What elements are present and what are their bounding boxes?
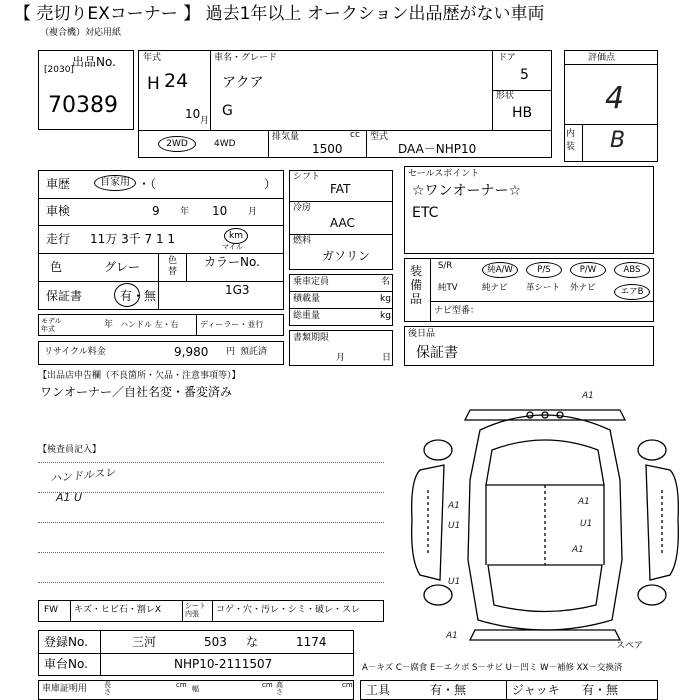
registration-no: 1174: [296, 635, 327, 649]
model-year-unit: 年: [104, 320, 114, 330]
year-month-unit: 月: [200, 116, 210, 126]
shape-value: HB: [512, 105, 533, 121]
inspection-month-unit: 月: [248, 207, 258, 217]
form-subnote: （複合機）対応用紙: [40, 28, 122, 38]
tools-value: 有・無: [430, 683, 467, 697]
equipment-label: 装備品: [410, 264, 423, 306]
chassis-label: 車台No.: [44, 657, 88, 671]
inspection-year-unit: 年: [180, 207, 190, 217]
year-era: H: [147, 74, 160, 94]
car-grade: G: [222, 103, 233, 119]
inspector-label: 【検査員記入】: [38, 445, 102, 455]
dealer-field: ディーラー・並行: [200, 320, 264, 329]
warranty-value: 有・無: [120, 289, 157, 303]
doors-label: ドア: [498, 53, 516, 63]
mileage-unit2: マイル: [222, 243, 243, 251]
shift-label: シフト: [293, 172, 321, 182]
garage-width-unit: cm: [262, 681, 273, 689]
score-label: 評価点: [588, 53, 616, 63]
gross-unit: kg: [380, 311, 391, 321]
equipment-item: 純TV: [438, 283, 458, 293]
damage-mark-6: A1: [572, 545, 584, 555]
registration-num: 503: [204, 635, 227, 649]
expiry-unit2: 日: [382, 353, 392, 363]
history-rest: ・（ ）: [138, 177, 277, 191]
equipment-item: エアB: [614, 284, 650, 300]
drive-4wd: 4WD: [214, 139, 236, 149]
ac-label: 冷房: [293, 203, 312, 213]
load-unit: kg: [380, 294, 391, 304]
displacement-value: 1500: [312, 142, 343, 156]
inspector-area: [38, 444, 384, 594]
warranty-circle: [114, 283, 140, 307]
damage-mark-1: A1: [582, 391, 594, 401]
equipment-item: 純ナビ: [482, 283, 508, 293]
damage-legend: A－キズ C－腐食 E－エクボ S－サビ U－凹ミ W－補修 XX－交換済: [362, 663, 623, 673]
inspection-label: 車検: [46, 204, 71, 218]
sales-line2: ETC: [412, 205, 439, 221]
equipment-item: P/W: [570, 262, 606, 278]
equipment-item: 革シート: [526, 283, 561, 293]
lot-label: 出品No.: [72, 55, 116, 69]
displacement-label: 排気量: [272, 132, 300, 142]
garage-length: 長さ: [104, 681, 111, 696]
sales-point-box: [404, 166, 654, 254]
mileage-unit: km: [224, 228, 248, 244]
damage-mark-2: A1: [448, 501, 460, 511]
garage-width: 幅: [192, 685, 199, 693]
equipment-item: ABS: [614, 262, 650, 278]
lot-number: 70389: [48, 93, 118, 118]
recycle-label: リサイクル料金: [44, 347, 106, 357]
jack-label: ジャッキ: [512, 683, 560, 697]
tools-label: 工具: [366, 683, 391, 697]
damage-mark-3: U1: [448, 521, 461, 531]
expiry-label: 書類期限: [293, 333, 330, 343]
color-label: 色: [50, 260, 63, 274]
fuel-value: ガソリン: [322, 249, 371, 263]
color-code: 1G3: [225, 283, 250, 297]
expiry-unit: 月: [336, 353, 346, 363]
mileage-value: 11万 3千 7 1 1: [90, 232, 176, 246]
model-value: DAA－NHP10: [398, 142, 477, 156]
gross-label: 総重量: [293, 311, 321, 321]
year-value: 24: [164, 70, 189, 92]
inspection-year: 9: [152, 204, 160, 218]
registration-area: 三河: [132, 635, 157, 649]
later-value: 保証書: [416, 345, 458, 361]
navi-model-label: ナビ型番：: [434, 306, 480, 316]
seller-note: ワンオーナー／自社名変・番変済み: [40, 385, 233, 399]
load-label: 積載量: [293, 294, 321, 304]
inspector-note-2: A1 U: [56, 491, 83, 504]
name-label: 車名・グレード: [214, 53, 278, 63]
car-name: アクア: [222, 75, 264, 91]
displacement-unit: cc: [350, 130, 360, 140]
doors-value: 5: [520, 67, 529, 83]
shift-value: FAT: [330, 182, 351, 196]
sales-label: セールスポイント: [408, 169, 480, 179]
inspection-month: 10: [212, 204, 228, 218]
drive-2wd: 2WD: [158, 136, 196, 152]
recycle-unit: 円: [226, 347, 236, 357]
chassis-value: NHP10-2111507: [174, 657, 273, 671]
color-code-label: カラーNo.: [204, 255, 260, 269]
top-info-box: [138, 50, 552, 158]
shape-label: 形状: [496, 91, 515, 101]
color-value: グレー: [104, 260, 141, 274]
registration-label: 登録No.: [44, 635, 88, 649]
registration-kana: な: [246, 635, 259, 649]
garage-cert-label: 車庫証明用: [42, 684, 88, 694]
damage-mark-4: A1: [578, 497, 590, 507]
damage-list-2: コゲ・穴・汚レ・シミ・破レ・スレ: [216, 605, 361, 615]
equipment-item: 外ナビ: [570, 283, 596, 293]
equipment-item: S/R: [438, 261, 453, 271]
year-month: 10: [185, 107, 201, 121]
damage-mark-5: U1: [580, 519, 593, 529]
damage-list-1: キズ・ヒビ石・割レX: [74, 605, 161, 615]
garage-height: 高さ: [276, 681, 283, 696]
handle-field: ハンドル 左・右: [120, 320, 179, 329]
model-label: 型式: [370, 132, 389, 142]
later-label: 後日品: [408, 329, 436, 339]
page-title: 【 売切りEXコーナー 】 過去1年以上 オークション出品歴がない車両: [14, 4, 545, 24]
equipment-item: 純A/W: [482, 262, 518, 278]
damage-seat: シート内張: [185, 602, 206, 618]
damage-mark-8: U1: [448, 577, 461, 587]
history-value: 自家用: [94, 175, 136, 191]
interior-value: B: [610, 128, 626, 153]
inspector-note-1: ハンドルスレ: [49, 465, 117, 486]
spare-label: スペア: [616, 641, 644, 651]
jack-value: 有・無: [582, 683, 619, 697]
capacity-label: 乗車定員: [293, 277, 330, 287]
garage-height-unit: cm: [342, 681, 353, 689]
history-label: 車歴: [46, 177, 71, 191]
equipment-item: P/S: [526, 262, 562, 278]
lot-year-code: [2030]: [44, 65, 74, 75]
sales-line1: ☆ワンオーナー☆: [412, 183, 522, 199]
seller-label: 【出品店申告欄（不良箇所・欠品・注意事項等）】: [38, 371, 241, 381]
warranty-label: 保証書: [46, 289, 83, 303]
fuel-label: 燃料: [293, 236, 312, 246]
damage-fw: FW: [44, 605, 59, 615]
car-damage-diagram: [400, 390, 690, 650]
recycle-value: 9,980: [174, 345, 209, 359]
score-value: 4: [605, 81, 625, 116]
color-change-label: 色替: [168, 256, 178, 277]
capacity-unit: 名: [381, 277, 391, 287]
mileage-label: 走行: [46, 232, 71, 246]
damage-mark-7: A1: [446, 631, 458, 641]
recycle-note: 預託済: [240, 347, 268, 357]
model-year-label: モデル年式: [41, 317, 62, 333]
ac-value: AAC: [330, 216, 355, 230]
year-label: 年式: [143, 53, 162, 63]
interior-label: 内装: [566, 129, 576, 152]
garage-length-unit: cm: [176, 681, 187, 689]
